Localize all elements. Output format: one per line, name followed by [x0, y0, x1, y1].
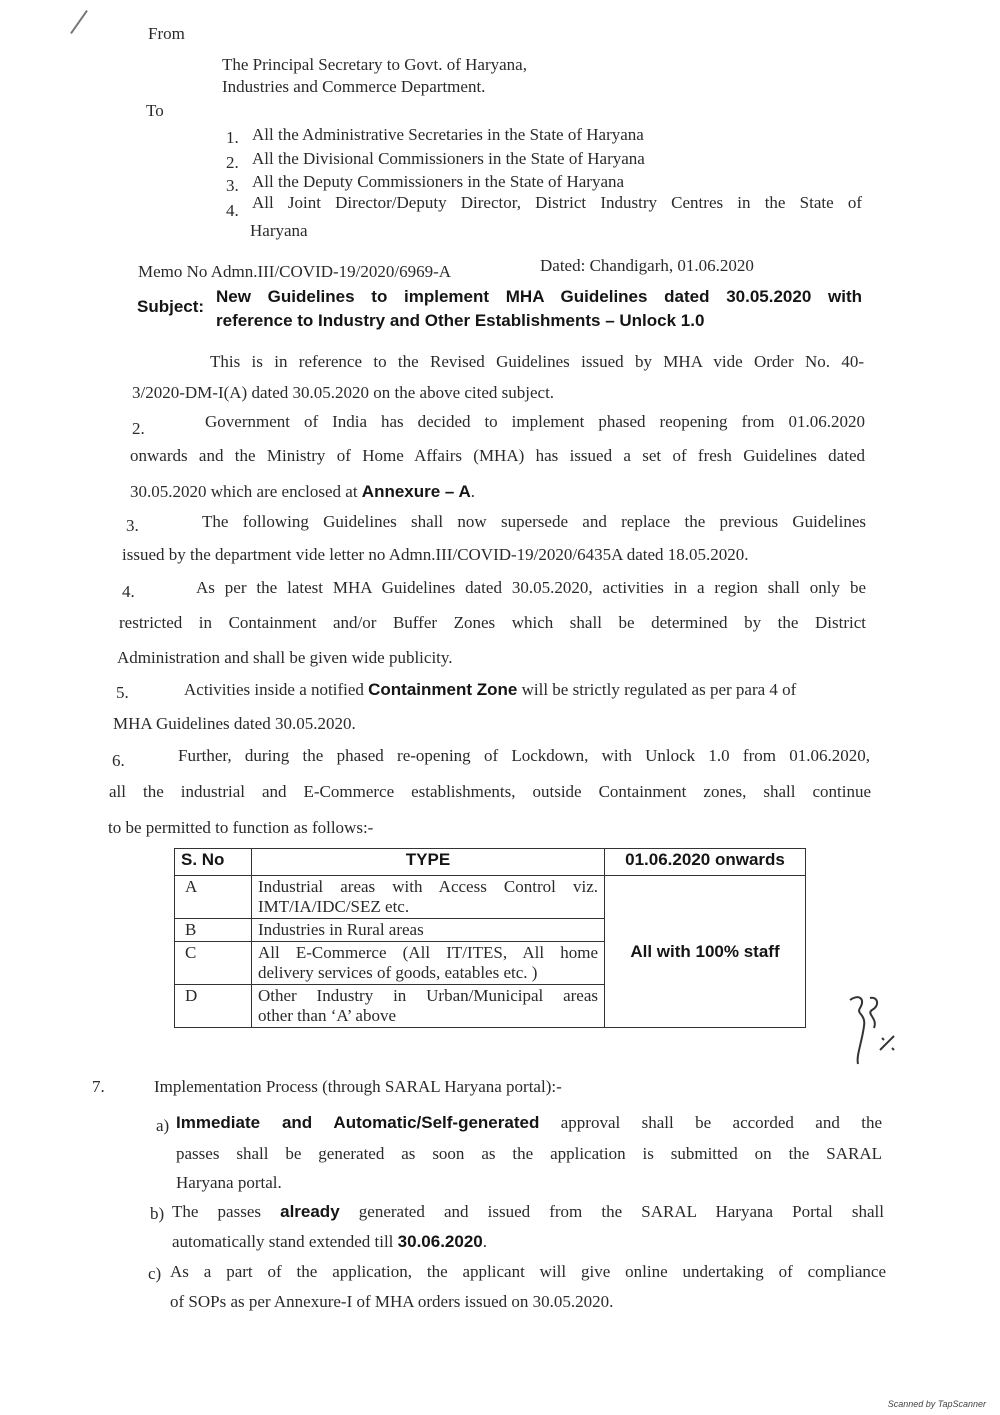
- from-line-1: The Principal Secretary to Govt. of Haryana,: [222, 55, 527, 74]
- item-c-line-1: As a part of the application, the applicant will give online undertaking of compliance: [170, 1262, 886, 1281]
- scanner-footer: Scanned by TapScanner: [887, 1399, 986, 1409]
- table-cell-sno: B: [175, 919, 252, 942]
- para-3-line-2: issued by the department vide letter no Admn.III/COVID-19/2020/6435A dated 18.05.2020.: [122, 545, 749, 564]
- para-1-line-1: This is in reference to the Revised Guidelines issued by MHA vide Order No. 40-: [210, 352, 864, 371]
- para-2-line-3: 30.05.2020 which are enclosed at Annexure – A.: [130, 482, 476, 501]
- para-3-number: 3.: [126, 516, 139, 535]
- column-header: 01.06.2020 onwards: [605, 849, 806, 876]
- para-5-line-2: MHA Guidelines dated 30.05.2020.: [113, 714, 356, 733]
- from-line-2: Industries and Commerce Department.: [222, 77, 486, 96]
- staff-table: [174, 848, 806, 1028]
- recipient-text: All Joint Director/Deputy Director, District Industry Centres in the State of: [252, 193, 862, 212]
- para-6-number: 6.: [112, 751, 125, 770]
- handwritten-initials: [844, 992, 904, 1068]
- para-4-line-1: As per the latest MHA Guidelines dated 30.05.2020, activities in a region shall only be: [196, 578, 866, 597]
- para-2-number: 2.: [132, 419, 145, 438]
- recipient-num: 3.: [226, 176, 239, 195]
- para-4-line-3: Administration and shall be given wide publicity.: [117, 648, 453, 667]
- column-header: TYPE: [252, 849, 605, 876]
- para-2-line-1: Government of India has decided to implement phased reopening from 01.06.2020: [205, 412, 865, 431]
- para-1-line-2: 3/2020-DM-I(A) dated 30.05.2020 on the above cited subject.: [132, 383, 555, 402]
- item-a-line-2: passes shall be generated as soon as the application is submitted on the SARAL: [176, 1144, 882, 1163]
- recipient-num: 2.: [226, 153, 239, 172]
- recipient-text: All the Deputy Commissioners in the State of Haryana: [252, 172, 625, 191]
- section-7-title: Implementation Process (through SARAL Haryana portal):-: [154, 1077, 562, 1096]
- recipient-num: 1.: [226, 128, 239, 147]
- pen-mark: [70, 10, 88, 34]
- para-5-line-1: Activities inside a notified Containment Zone will be strictly regulated as per para 4 of: [184, 680, 797, 699]
- table-cell-type: Industrial areas with Access Control viz. IMT/IA/IDC/SEZ etc.: [252, 876, 605, 919]
- item-a-line-3: Haryana portal.: [176, 1173, 282, 1192]
- table-cell-sno: D: [175, 985, 252, 1028]
- table-header-row: [175, 849, 806, 876]
- table-row: [175, 876, 806, 919]
- para-2-line-2: onwards and the Ministry of Home Affairs (MHA) has issued a set of fresh Guidelines dated: [130, 446, 865, 465]
- item-a-label: a): [156, 1116, 170, 1135]
- para-5-number: 5.: [116, 683, 129, 702]
- column-header: S. No: [175, 849, 252, 876]
- para-6-line-3: to be permitted to function as follows:-: [108, 818, 374, 837]
- para-6-line-1: Further, during the phased re-opening of Lockdown, with Unlock 1.0 from 01.06.2020,: [178, 746, 870, 765]
- subject-line-2: reference to Industry and Other Establishments – Unlock 1.0: [216, 311, 705, 330]
- item-a-line-1: Immediate and Automatic/Self-generated approval shall be accorded and the: [176, 1113, 882, 1132]
- para-4-number: 4.: [122, 582, 135, 601]
- memo-date: Dated: Chandigarh, 01.06.2020: [540, 256, 754, 275]
- table-cell-type: All E-Commerce (All IT/ITES, All home delivery services of goods, eatables etc. ): [252, 942, 605, 985]
- item-b-line-2: automatically stand extended till 30.06.2020.: [172, 1232, 488, 1251]
- from-label: From: [148, 24, 185, 43]
- table-cell-sno: C: [175, 942, 252, 985]
- table-cell-type: Other Industry in Urban/Municipal areas other than ‘A’ above: [252, 985, 605, 1028]
- item-b-line-1: The passes already generated and issued from the SARAL Haryana Portal shall: [172, 1202, 884, 1221]
- table-cell-staff: All with 100% staff: [605, 876, 806, 1028]
- table-cell-sno: A: [175, 876, 252, 919]
- para-6-line-2: all the industrial and E-Commerce establishments, outside Containment zones, shall continue: [109, 782, 871, 801]
- section-7-number: 7.: [92, 1077, 105, 1096]
- to-label: To: [146, 101, 164, 120]
- table-cell-type: Industries in Rural areas: [252, 919, 605, 942]
- item-c-label: c): [148, 1264, 162, 1283]
- subject-line-1: New Guidelines to implement MHA Guidelines dated 30.05.2020 with: [216, 287, 862, 306]
- memo-number: Memo No Admn.III/COVID-19/2020/6969-A: [138, 262, 452, 281]
- para-4-line-2: restricted in Containment and/or Buffer Zones which shall be determined by the District: [119, 613, 866, 632]
- item-b-label: b): [150, 1204, 165, 1223]
- para-3-line-1: The following Guidelines shall now supersede and replace the previous Guidelines: [202, 512, 866, 531]
- recipient-num: 4.: [226, 201, 239, 220]
- item-c-line-2: of SOPs as per Annexure-I of MHA orders issued on 30.05.2020.: [170, 1292, 614, 1311]
- recipient-text-cont: Haryana: [250, 221, 308, 240]
- recipient-text: All the Divisional Commissioners in the State of Haryana: [252, 149, 645, 168]
- recipient-text: All the Administrative Secretaries in the State of Haryana: [252, 125, 644, 144]
- subject-label: Subject:: [137, 297, 205, 316]
